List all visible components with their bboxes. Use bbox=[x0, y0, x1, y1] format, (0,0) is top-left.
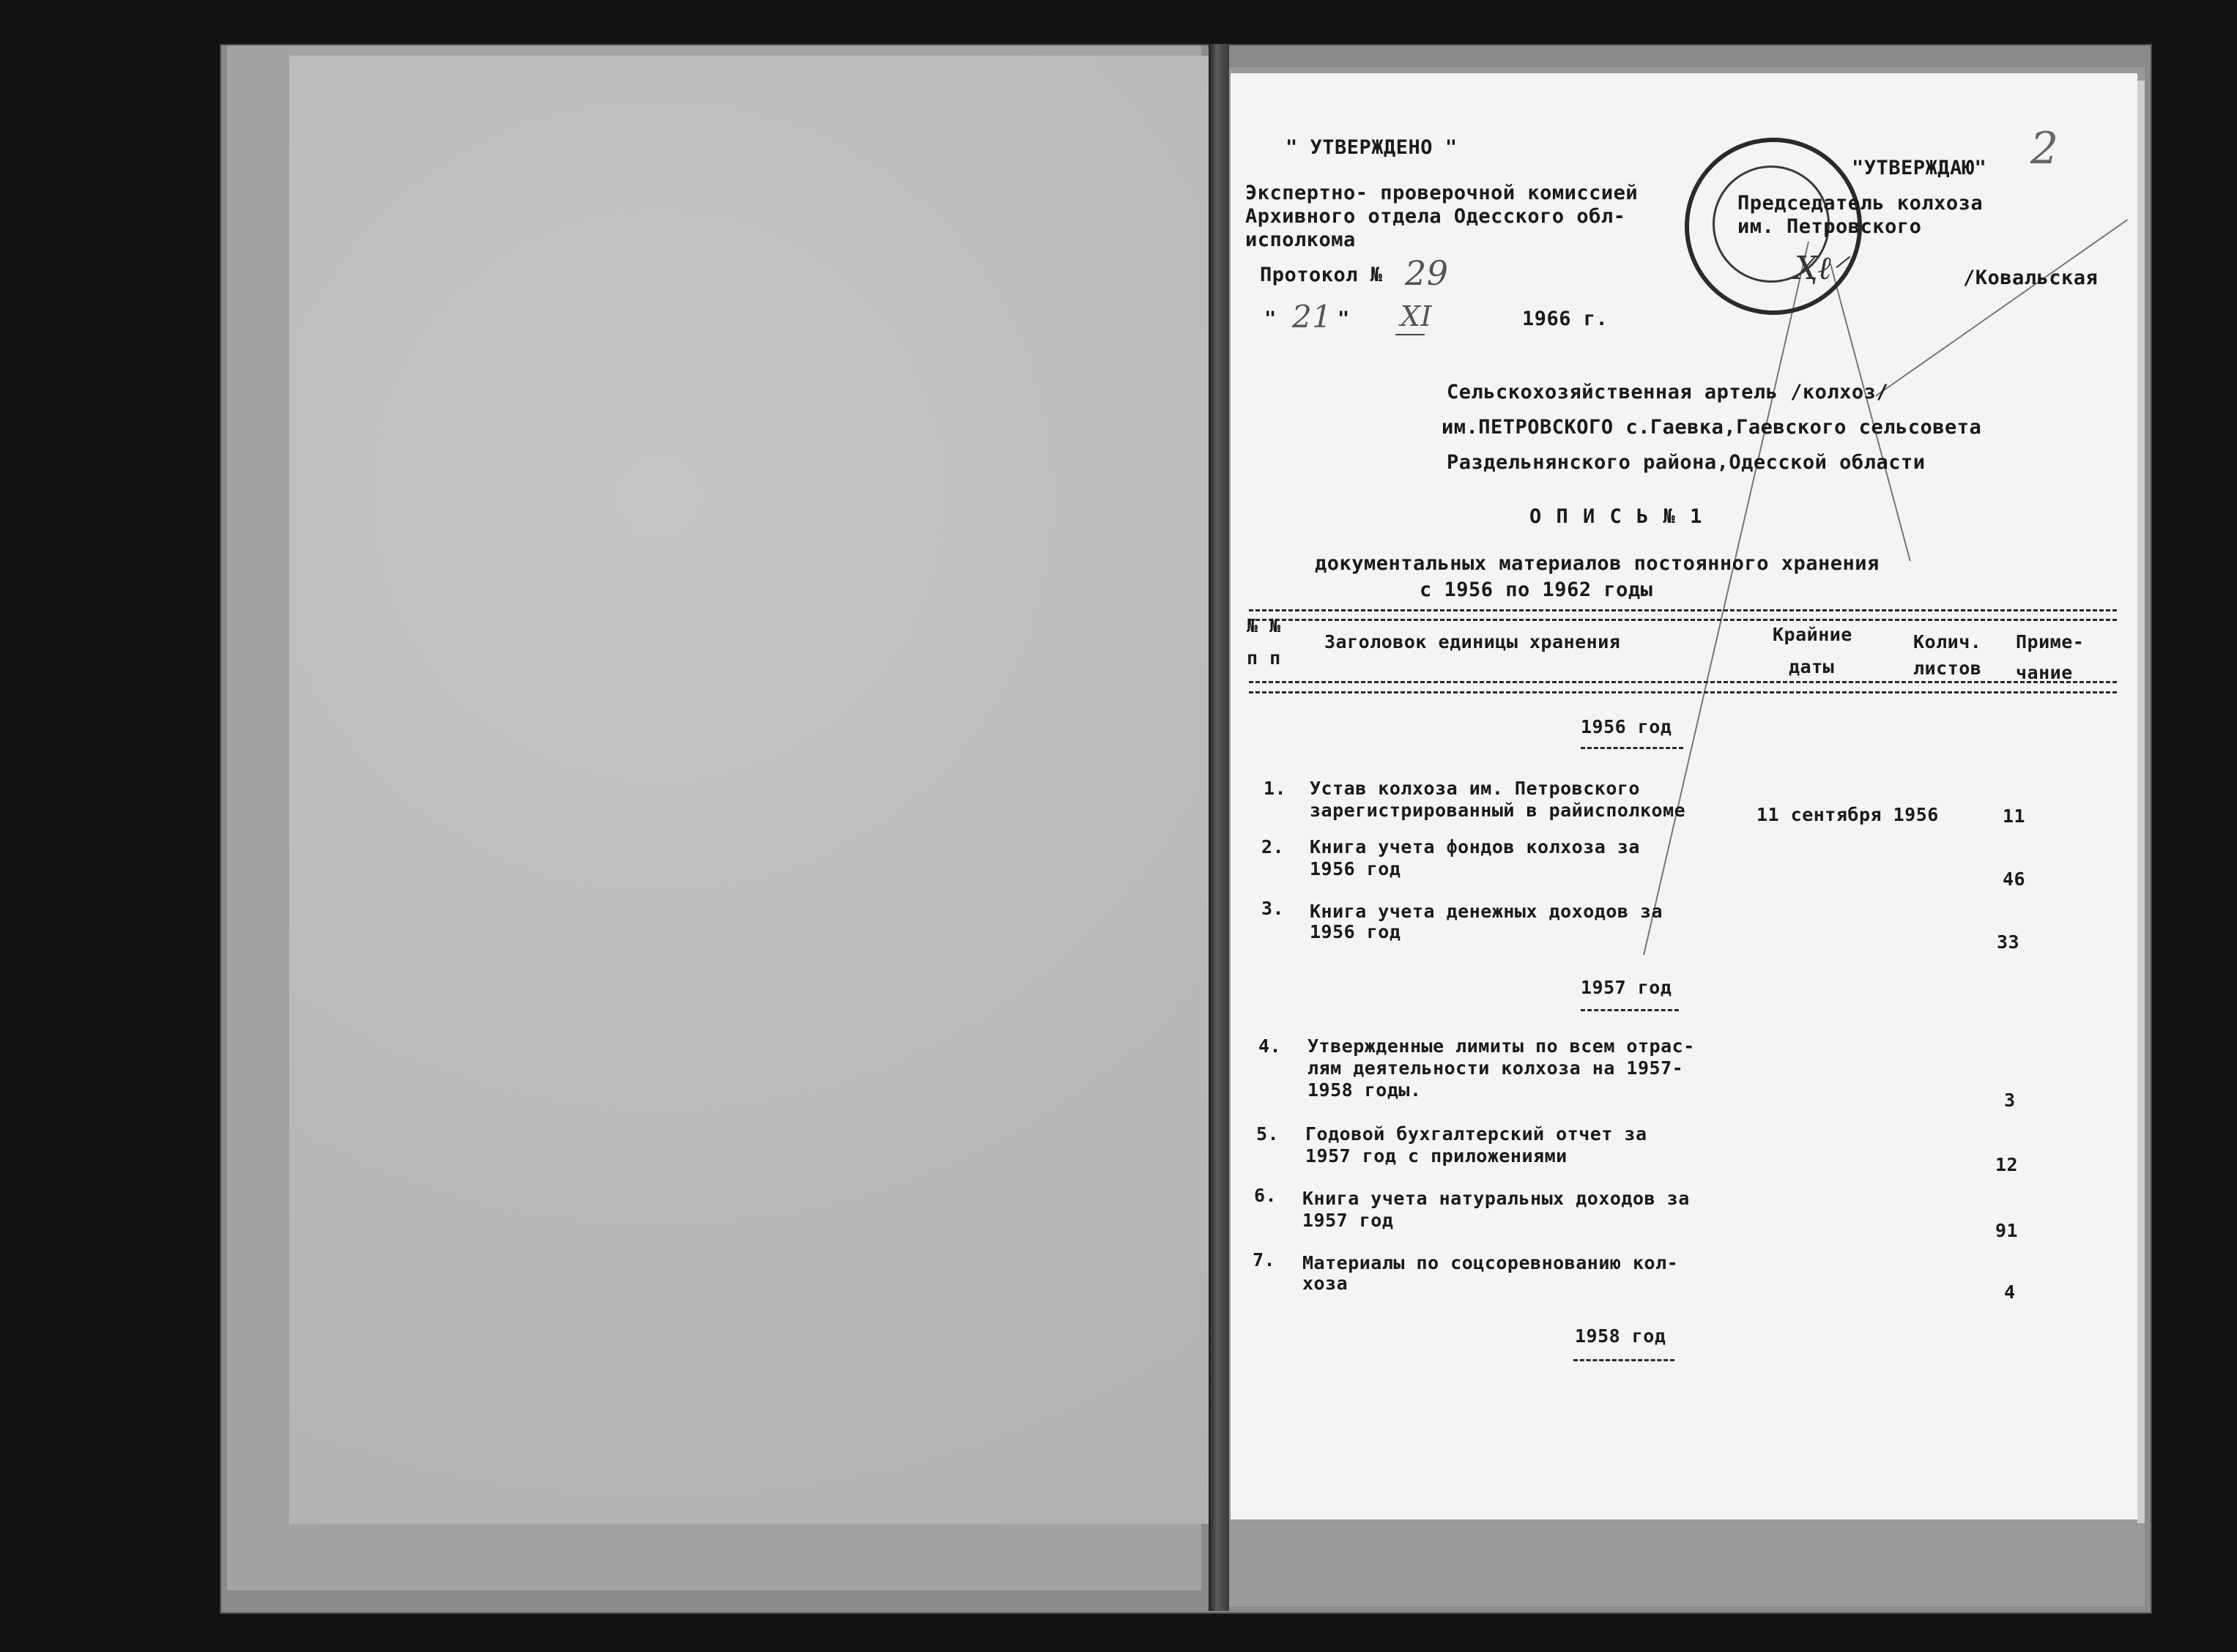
col-note-header-a: Приме- bbox=[2016, 631, 2085, 652]
table-header-rule bbox=[1249, 681, 2117, 683]
row-sheets: 33 bbox=[1997, 931, 2020, 953]
inventory-subtitle-2: с 1956 по 1962 годы bbox=[1420, 578, 1653, 601]
row-title-line: Годовой бухгалтерский отчет за bbox=[1305, 1123, 1647, 1145]
row-title-line: 1957 год с приложениями bbox=[1305, 1145, 1568, 1167]
blank-left-page bbox=[289, 56, 1212, 1524]
year-underline bbox=[1581, 747, 1683, 749]
chairman-line-1: Председатель колхоза bbox=[1737, 192, 1984, 215]
col-note-header-b: чание bbox=[2016, 662, 2073, 683]
row-sheets: 46 bbox=[2003, 868, 2026, 890]
inventory-title: О П И С Ь № 1 bbox=[1529, 505, 1704, 528]
row-title-line: Утвержденные лимиты по всем отрас- bbox=[1307, 1035, 1695, 1057]
row-number: 3. bbox=[1261, 898, 1285, 919]
inventory-subtitle-1: документальных материалов постоянного хранения bbox=[1315, 552, 1880, 575]
row-number: 5. bbox=[1256, 1123, 1280, 1145]
col-num-header-a: № № bbox=[1247, 615, 1281, 636]
row-title-line: Устав колхоза им. Петровского bbox=[1310, 778, 1640, 799]
row-title-line: хоза bbox=[1302, 1273, 1348, 1294]
protocol-number: 29 bbox=[1405, 253, 1449, 293]
book-spine-gutter bbox=[1209, 44, 1229, 1611]
row-sheets: 4 bbox=[2004, 1281, 2016, 1303]
table-top-rule bbox=[1249, 609, 2117, 611]
date-day: 21 bbox=[1292, 299, 1332, 335]
row-number: 4. bbox=[1258, 1035, 1282, 1057]
year-underline bbox=[1573, 1359, 1674, 1361]
row-sheets: 91 bbox=[1995, 1220, 2019, 1241]
row-sheets: 11 bbox=[2003, 805, 2026, 827]
row-title-line: 1956 год bbox=[1310, 858, 1401, 879]
org-line-2: им.ПЕТРОВСКОГО с.Гаевка,Гаевского сельсовета bbox=[1442, 416, 1982, 439]
year-heading-1957: 1957 год bbox=[1581, 977, 1672, 998]
org-line-3: Раздельнянского района,Одесской области bbox=[1447, 451, 1926, 474]
protocol-label: Протокол № bbox=[1260, 264, 1383, 286]
col-count-header-a: Колич. bbox=[1913, 631, 1982, 652]
date-quote-close: " bbox=[1338, 308, 1350, 330]
approved-title: " УТВЕРЖДЕНО " bbox=[1286, 136, 1458, 159]
row-number: 1. bbox=[1264, 778, 1287, 799]
row-title-line: Материалы по соцсоревнованию кол- bbox=[1302, 1252, 1679, 1273]
date-month: XI bbox=[1401, 300, 1433, 332]
chairman-line-2: им. Петровского bbox=[1737, 215, 1922, 238]
row-sheets: 12 bbox=[1995, 1154, 2019, 1175]
row-title-line: 1958 годы. bbox=[1307, 1079, 1422, 1101]
year-heading-1956: 1956 год bbox=[1581, 716, 1672, 737]
row-title-line: Книга учета фондов колхоза за bbox=[1310, 836, 1640, 857]
page-edge bbox=[2137, 81, 2145, 1523]
date-month-underline bbox=[1395, 334, 1425, 335]
col-title-header: Заголовок единицы хранения bbox=[1324, 631, 1621, 652]
i-approve-title: "УТВЕРЖДАЮ" bbox=[1852, 157, 1987, 179]
commission-line-3: исполкома bbox=[1245, 228, 1356, 251]
table-header-rule-2 bbox=[1249, 691, 2117, 693]
date-quote-open: " bbox=[1264, 308, 1277, 330]
row-number: 2. bbox=[1261, 836, 1285, 857]
chairman-signature: Ҳℓ⸍ bbox=[1795, 250, 1847, 287]
org-line-1: Сельскохозяйственная артель /колхоз/ bbox=[1447, 381, 1889, 403]
date-year: 1966 г. bbox=[1522, 308, 1609, 330]
signer-name: /Ковальская bbox=[1963, 267, 2099, 289]
row-title-line: лям деятельности колхоза на 1957- bbox=[1307, 1057, 1684, 1079]
commission-line-1: Экспертно- проверочной комиссией bbox=[1245, 182, 1639, 204]
row-title-line: Книга учета денежных доходов за bbox=[1310, 901, 1663, 922]
commission-line-2: Архивного отдела Одесского обл- bbox=[1245, 205, 1626, 228]
col-count-header-b: листов bbox=[1913, 658, 1982, 679]
table-top-rule-2 bbox=[1249, 619, 2117, 621]
year-underline bbox=[1581, 1009, 1679, 1011]
row-number: 6. bbox=[1254, 1185, 1277, 1206]
row-sheets: 3 bbox=[2004, 1090, 2016, 1111]
row-title-line: зарегистрированный в райисполкоме bbox=[1310, 800, 1686, 821]
col-dates-header-a: Крайние bbox=[1773, 624, 1852, 645]
col-dates-header-b: даты bbox=[1789, 656, 1835, 677]
folio-number: 2 bbox=[2030, 123, 2059, 174]
row-title-line: 1957 год bbox=[1302, 1210, 1394, 1231]
row-number: 7. bbox=[1253, 1249, 1276, 1270]
col-num-header-b: п п bbox=[1247, 647, 1281, 669]
row-title-line: Книга учета натуральных доходов за bbox=[1302, 1188, 1690, 1209]
year-heading-1958: 1958 год bbox=[1575, 1325, 1666, 1347]
row-dates: 11 сентября 1956 bbox=[1756, 804, 1939, 825]
row-title-line: 1956 год bbox=[1310, 921, 1401, 942]
